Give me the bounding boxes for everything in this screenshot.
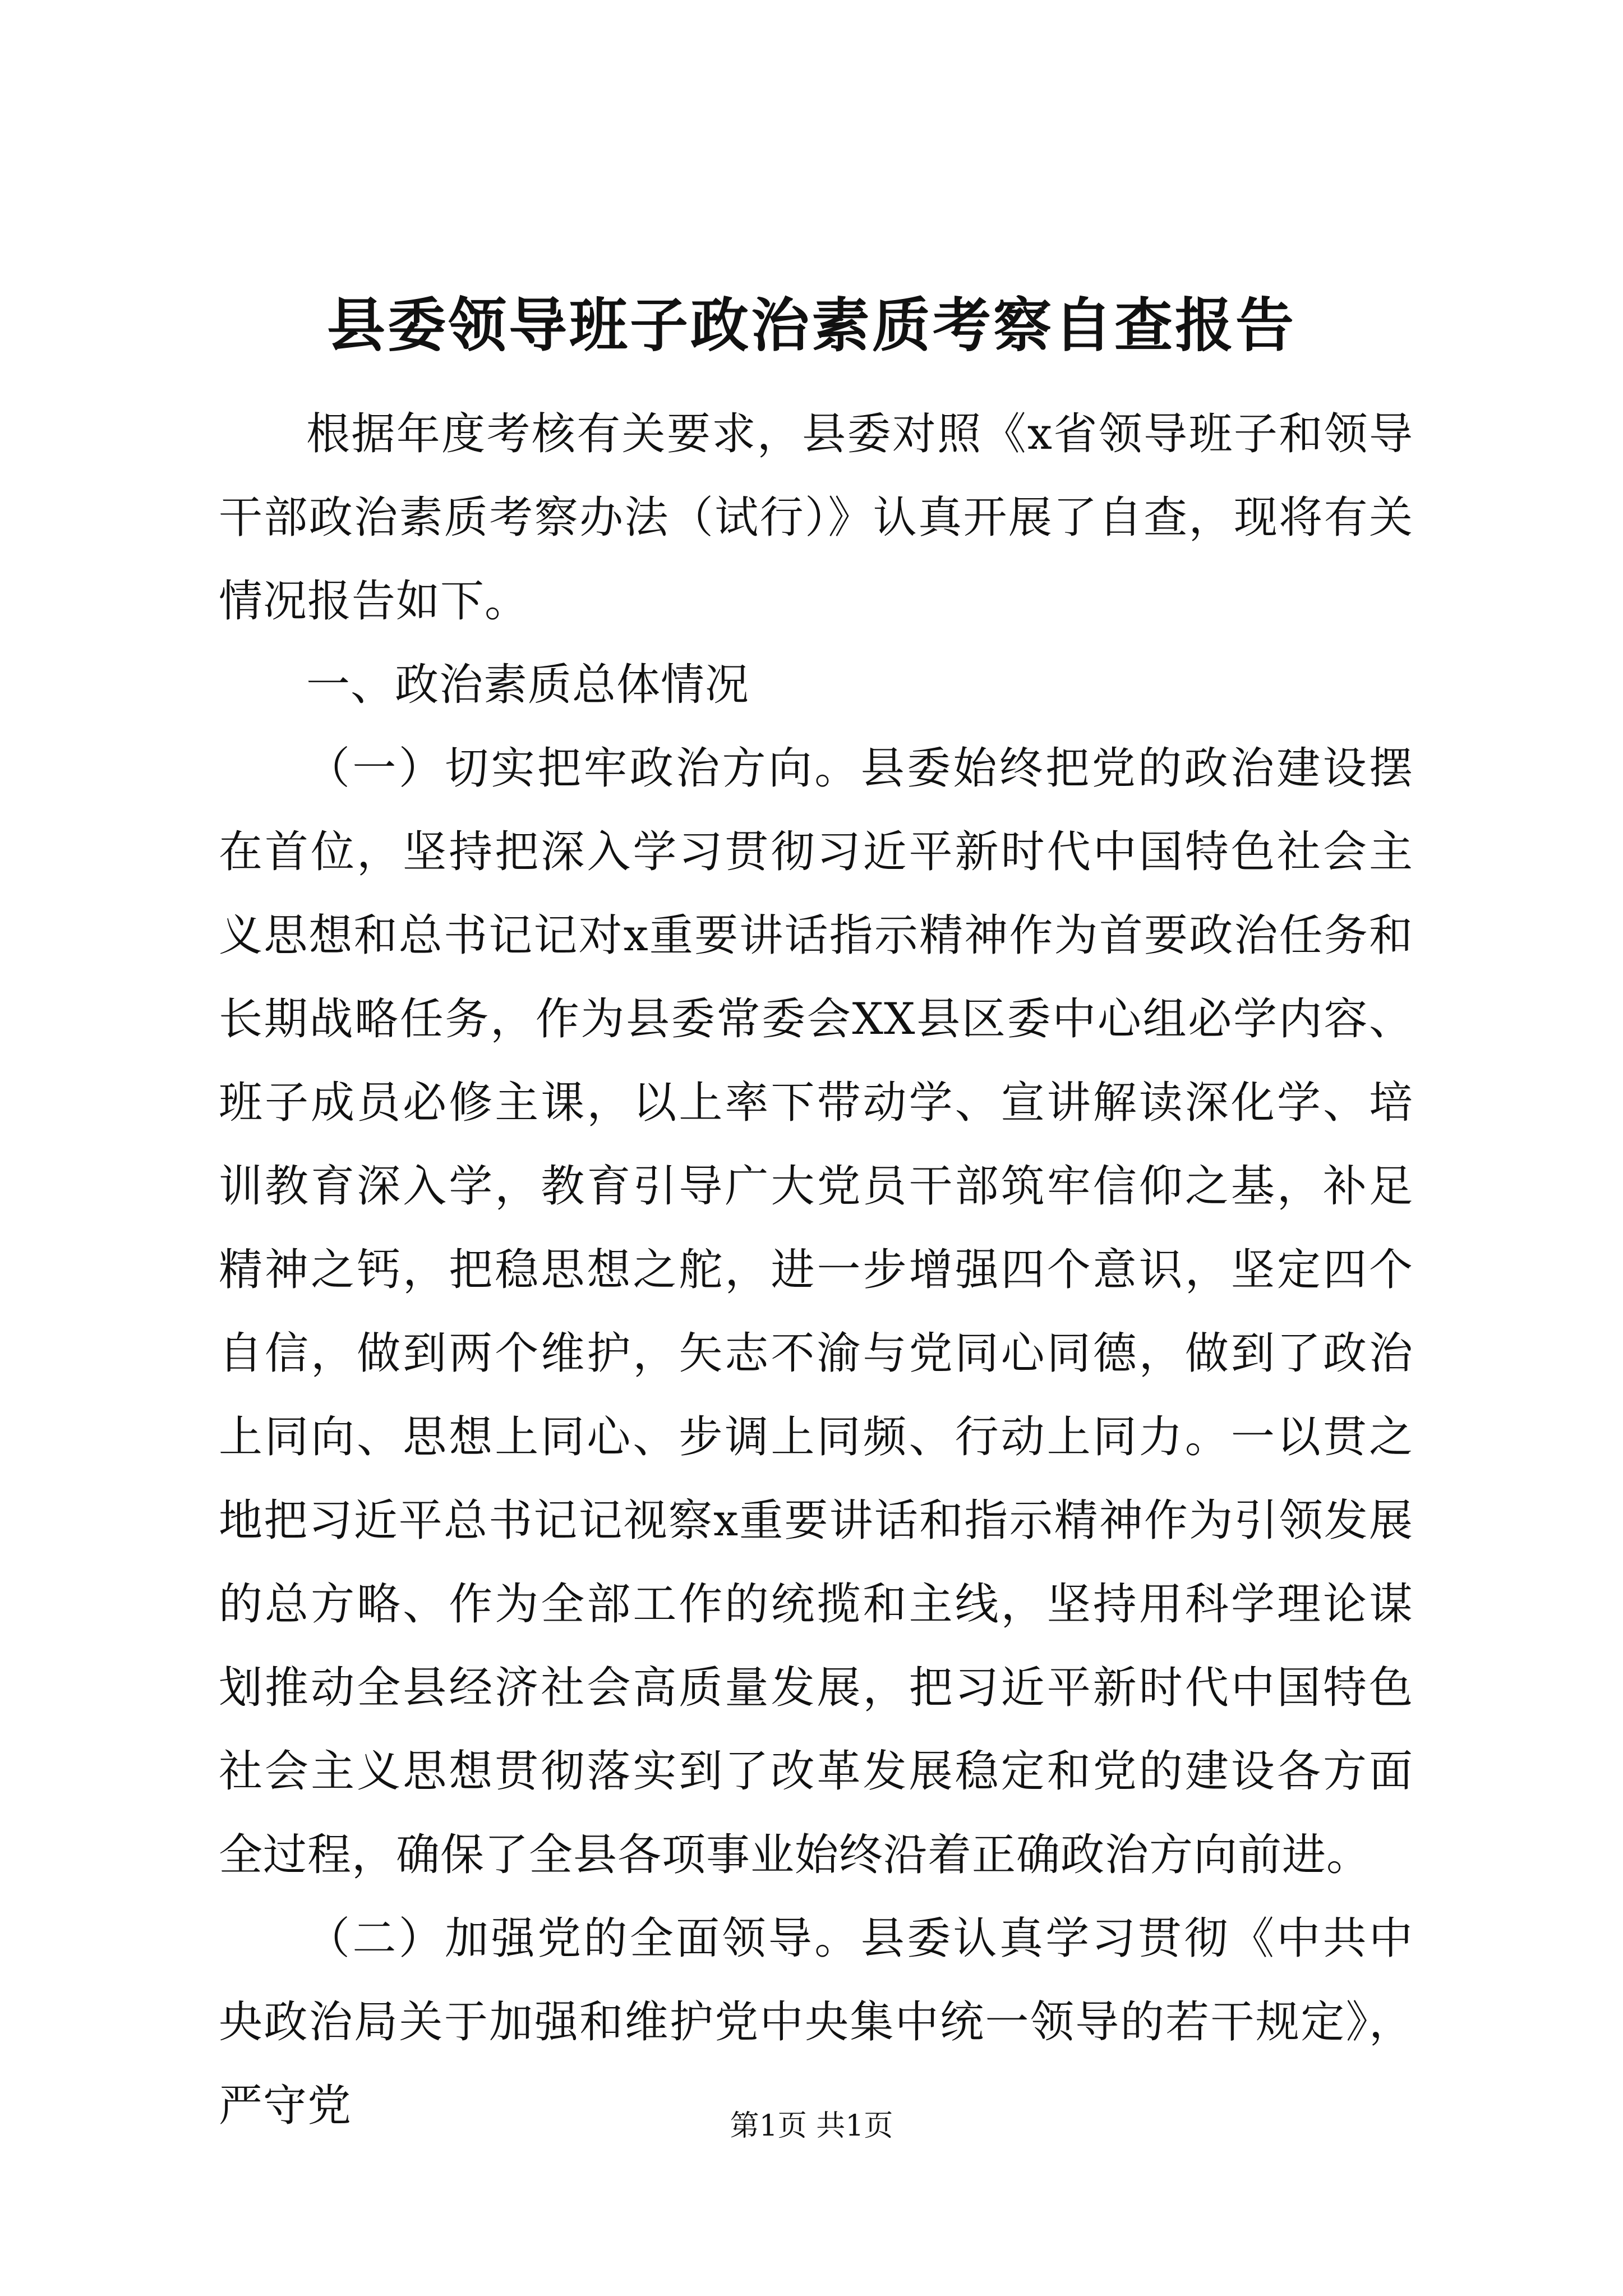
section-heading-1: 一、政治素质总体情况: [306, 660, 750, 710]
document-body: [219, 393, 1413, 2148]
paragraph-intro: 根据年度考核有关要求，县委对照《x省领导班子和领导干部政治素质考察办法（试行）》认真开展了自查，现将有关情况报告如下。: [219, 409, 1413, 627]
document-title: 县委领导班子政治素质考察自查报告: [326, 291, 1296, 360]
paragraph-party-leadership: （二）加强党的全面领导。县委认真学习贯彻《中共中央政治局关于加强和维护党中央集中统一领导的若干规定》，严守党: [219, 1913, 1413, 2131]
paragraph-political-direction: （一）切实把牢政治方向。县委始终把党的政治建设摆在首位，坚持把深入学习贯彻习近平新时代中国特色社会主义思想和总书记记对x重要讲话指示精神作为首要政治任务和长期战略任务，作为县委常委会XX县区委中心组必学内容、班子成员必修主课，以上率下带动学、宣讲解读深化学、培训教育深入学，教育引导广大党员干部筑牢信仰之基，补足精神之钙，把稳思想之舵，进一步增强四个意识，坚定四个自信，做到两个维护，矢志不渝与党同心同德，做到了政治上同向、思想上同心、步调上同频、行动上同力。一以贯之地把习近平总书记记视察x重要讲话和指示精神作为引领发展的总方略、作为全部工作的统揽和主线，坚持用科学理论谋划推动全县经济社会高质量发展，把习近平新时代中国特色社会主义思想贯彻落实到了改革发展稳定和党的建设各方面全过程，确保了全县各项事业始终沿着正确政治方向前进。: [219, 743, 1413, 1880]
page-footer: 第1页 共1页: [730, 2109, 893, 2143]
